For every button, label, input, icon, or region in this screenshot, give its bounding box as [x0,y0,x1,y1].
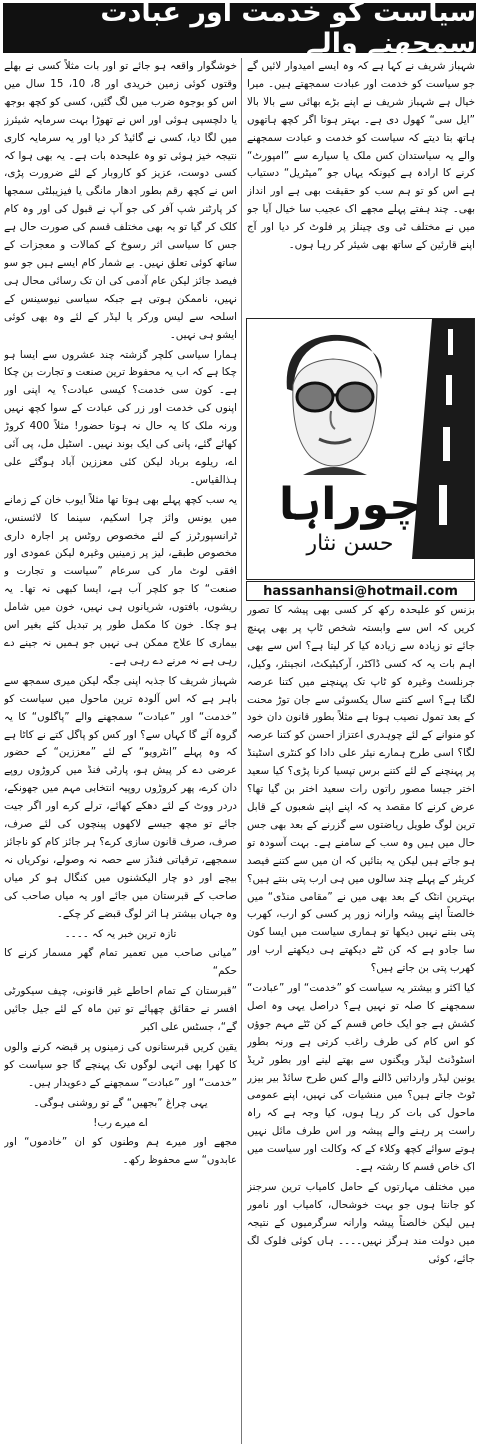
paragraph: یہ سب کچھ پہلے بھی ہوتا تھا مثلاً ایوب خان کے زمانے میں یونس وائز چرا اسکیم، سینما کا لائسنس، ٹرانسپورٹرز کے لئے مخصوص روٹس پر اجارہ داری مخصوص طبقے، لیز پر زمینیں وغیرہ لیکن عمودی اور افقی لوٹ مار کی سرعام ”سیاست و تجارت و صنعت“ کا جو کلچر آب ہے، ایسا کبھی نہ تھا۔ یہ ریشوں، بافتوں، شریانوں ہی نہیں، خون میں شامل ہو چکا۔ خون کا مکمل طور پر تبدیل کئے بغیر اس بیماری کا علاج ممکن ہی نہیں جو ہمیں نہ جینے دے رہی ہے نہ مرنے دے رہی ہے۔ [4,493,237,667]
paragraph: تازہ ترین خبر یہ کہ ۔۔۔۔ [64,927,177,940]
paragraph: یہی چراغ ”بجھیں“ گے تو روشنی ہوگی۔ [33,1096,208,1109]
paragraph: کیا اکثر و بیشتر یہ سیاست کو ”خدمت“ اور ”عبادت“ سمجھنے کا صلہ تو نہیں ہے؟ دراصل یہی وہ اصل کشش ہے جو ایک خاص قسم کے کن ٹٹے مہم جوؤں کو اس کام کی طرف راغب کرتی ہے ورنہ بطور اسٹوڈنٹ لیڈر ویگنوں سے بھتے لینے اور بطور ٹریڈ یونین لیڈر وارداتیں ڈالنے والے کس طرح سائڈ بیر بیزر ٹوٹ جاتے ہیں؟ میں منشیات کی نہیں، اپنے عمومی ماحول کی بات کر رہا ہوں، کیا وجہ ہے کہ راہ راست پر رہنے والے پیشہ ور اس طرف مائل نہیں ہوتے سوائے کچھ وکلاء کے کہ وکالت اور سیاست میں اک خاص قسم کا رشتہ ہے۔ [247,982,475,1174]
author-name: حسن نثار [306,531,394,556]
paragraph: اے میرے رب! [93,1116,148,1129]
paragraph: بزنس کو علیحدہ رکھ کر کسی بھی پیشہ کا تصور کریں کہ اس سے وابستہ شخص ٹاپ پر بھی پہنچ جائے تو زیادہ سے زیادہ کیا کر لیتا ہے؟ اس سے بھی اہم بات یہ کہ کسی ڈاکٹر، آرکیٹیکٹ، انجینئر، وکیل، جرنلسٹ وغیرہ کو ٹاپ تک پہنچنے میں کتنا عرصہ لگتا ہے؟ اسے کتنے سال یکسوئی سے جان توڑ محنت کے بعد تمول نصیب ہوتا ہے مثلاً بطور قانون دان خود کو منوانے کے لئے چوہدری اعتزاز احسن کو کتنا عرصہ لگا؟ اسی طرح ہمارے نیئر علی دادا کو کنٹری اسٹینڈ پر پہنچنے کے لئے کتنے برس تپسیا کرنا پڑی؟ کیا سعید اختر جیسا مصور راتوں رات سعید اختر بن گیا تھا؟ عرض کرنے کا مقصد یہ کہ اپنے اپنے شعبوں کے قابل ترین لوگ طویل ریاضتوں سے گزرنے کے بعد بھی جس حال میں ہیں وہ سب کے سامنے ہے۔ بہت آسودہ تو ہو جاتے ہیں لیکن یہ بتائیں کہ ان میں سے کتنے فیصد کریئر کے پہلے چند سالوں میں ہی ارب پتی بنتے ہیں؟ بہترین انٹک کے بعد بھی میں نے ”مقامی منڈی“ میں خالصتاً اپنے پیشہ وارانہ زور پر کسی کو ارب، کھرب پتی بنتے نہیں دیکھا تو ہماری سیاست میں ایسا کون سا جادو ہے کہ کن ٹٹے دیکھتے ہی دیکھتے ارب اور کھرب پتی بن جاتے ہیں؟ [247,604,475,975]
columnist-portrait-box [246,318,475,580]
author-email[interactable]: hassanhansi@hotmail.com [246,581,475,601]
paragraph: میں مختلف مہارتوں کے حامل کامیاب ترین سرجنز کو جانتا ہوں جو بہت خوشحال، کامیاب اور نامور ہیں لیکن خالصتاً پیشہ وارانہ سرگرمیوں کے نتیجہ میں دولت مند ہرگز نہیں۔۔۔۔ ہاں کوئی فلوک لگ جائے، کوئی [247,1181,475,1265]
column-divider [241,58,242,1444]
quote: ”میانی صاحب میں تعمیر تمام گھر مسمار کرنے کا حکم“ [4,947,237,978]
paragraph: یقین کریں قبرستانوں کی زمینوں پر قبضہ کرنے والوں کا کھرا بھی انہی لوگوں تک پہنچے گا جو سیاست کو ”خدمت“ اور ”عبادت“ سمجھنے کے دعویدار ہیں۔ [4,1040,237,1089]
columnist-photo [273,327,395,475]
column-logo: چوراہا [278,479,421,530]
paragraph: ہمارا سیاسی کلچر گزشتہ چند عشروں سے ایسا ہو چکا ہے کہ اب یہ محفوظ ترین صنعت و تجارت بن چکا ہے۔ کون سی خدمت؟ کیسی عبادت؟ یہ اپنی اور اپنوں کی خدمت اور زر کی عبادت کے سوا کچھ نہیں ورنہ ملک کا یہ حال نہ ہوتا حضور! مثلاً 400 کروڑ کھائے گئے، پانی کی ایک بوند نہیں۔ اسٹیل مل، پی آئی اے، ریلوے برباد لیکن کئی معززین آباد ہوگئے علی ہذالقیاس۔ [4,348,237,486]
column-right-bottom [247,602,475,1444]
column-left [4,58,237,1444]
column-right-top [247,58,475,314]
headline: سیاست کو خدمت اور عبادت سمجھنے والے [3,3,476,53]
paragraph: شہباز شریف نے کہا ہے کہ وہ ایسے امیدوار لائیں گے جو سیاست کو خدمت اور عبادت سمجھتے ہیں۔ میرا خیال ہے شہباز شریف نے اپنے بڑے بھائی سے بالا بالا ”ایل سی“ کھول دی ہے۔ بہتر ہوتا اگر کچھ ہاتھوں ہاتھ بتا دیتے کہ سیاست کو خدمت و عبادت سمجھنے والے یہ سیاستدان کس ملک یا سیارے سے ”امپورٹ“ کرنے کا ارادہ ہے کیونکہ یہاں جو ”میٹریل“ دستیاب ہے اس کو تو ہم سب کو حقیقت بھی ہے اور انداز بھی۔ چند ہفتے پہلے مجھے اک عجیب سا خیال آیا جو میں نے مختلف ٹی وی چینلز پر فلوٹ کر دیا اور آج اپنے قارئین کے ساتھ بھی شیئر کر رہا ہوں۔ [247,60,475,252]
paragraph: خوشگوار واقعہ ہو جائے تو اور بات مثلاً کسی نے بھلے وقتوں کوئی زمین خریدی اور 8، 10، 15 سال میں اس کو بوجوہ ضرب میں لگ گئیں، کسی کو کچھ بوجھ یا دلچسپی ہوئی اور اس نے تھوڑا بہت سرمایہ شیئرز میں لگا دیا، کسی نے گائیڈ کر دیا اور یہ سرمایہ کاری نتیجہ خیز ہوئی تو وہ علیحدہ بات ہے۔ یہ بھی ہوا کہ کسی دوست، عزیز کو کاروبار کے لئے ضرورت پڑی، اس نے کچھ رقم بطور ادھار مانگی یا فیزیبلٹی سمجھا کر پارٹنر شپ آفر کی جو آپ نے قبول کی اور وہ کام کلک کر گیا تو یہ بھی مختلف قسم کی صورت حال ہے جس کا سیاسی اثر رسوخ کے کمالات و معجزات کے ساتھ کوئی تعلق نہیں۔ بے شمار کام ایسے ہیں جو سو فیصد جائز لیکن عام آدمی کی ان تک رسائی محال ہی نہیں، ناممکن ہوتی ہے جبکہ سیاسی نیوسینس کے اسلحہ سے لیس ورکر یا لیڈر کے لئے وہ بھی کوئی ایشو ہی نہیں۔ [4,60,237,341]
paragraph: مجھے اور میرے ہم وطنوں کو ان ”خادموں“ اور عابدوں“ سے محفوظ رکھ۔ [4,1136,237,1167]
paragraph: شہباز شریف کا جذبہ اپنی جگہ لیکن میری سمجھ سے باہر ہے کہ اس آلودہ ترین ماحول میں سیاست کو ”خدمت“ اور ”عبادت“ سمجھنے والے ”پاگلوں“ کا یہ گروہ آئے گا کہاں سے؟ اور کس کو پاگل کتے نے کاٹا ہے کہ وہ پہلے ”انٹرویو“ کے لئے ”معززین“ کے حضور عرضی دے کر پیش ہو، پارٹی فنڈ میں کروڑوں روپے دان کرے، پھر کروڑوں روپیہ انتخابی مہم میں جھونکے، دردر ووٹ کے لئے دھکے کھائے، ترلے کرے اور اگر جیت جائے تو مچھ جیسے لاکھوں پینچوں کی لئے صرف، صرف، صرف قانون سازی کرے؟ ہر جائز کام کو ناجائز سمجھے، ترقیاتی فنڈز سے حصہ نہ وصولے، نوکریاں نہ بیچے اور دو چار الیکشنوں میں کنگال ہو کر میاں صاحب کے قبرستان میں جائے اور یہ میاں صاحب کی وہ جہاں بیشتر ہا اثر لوگ قبضے کر چکے۔ [4,674,237,920]
quote: ”قبرستان کے تمام احاطے غیر قانونی، چیف سیکورٹی افسر نے حقائق چھپائے تو تین ماہ کے لئے جیل جائیں گے“، جسٹس علی اکبر [4,985,237,1034]
